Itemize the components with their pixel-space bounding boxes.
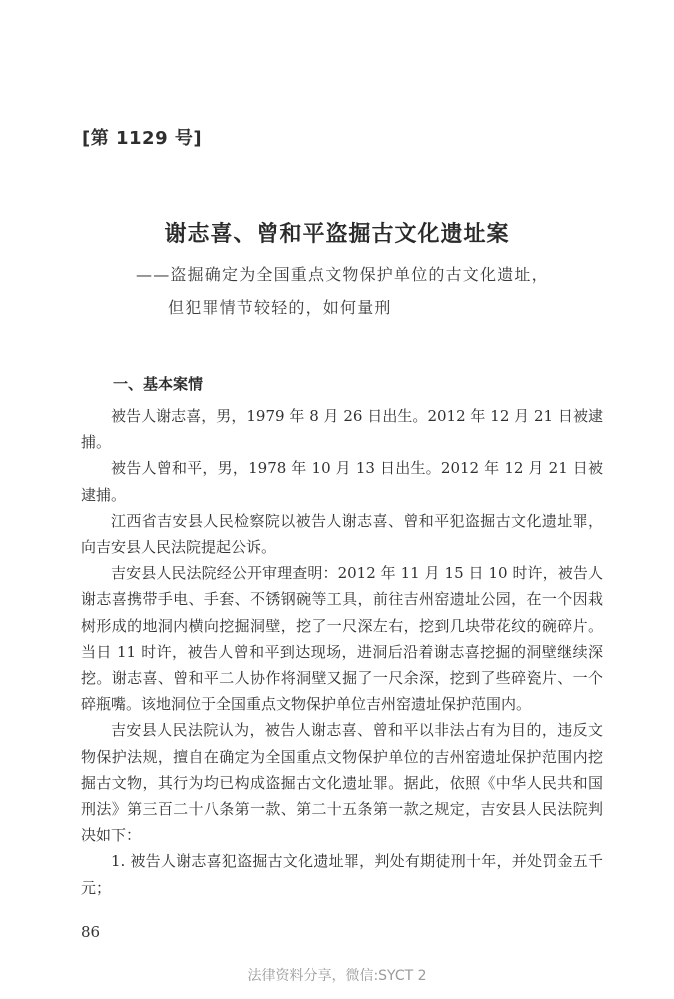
paragraph-court-opinion: 吉安县人民法院认为，被告人谢志喜、曾和平以非法占有为目的，违反文物保护法规，擅自在确定为全国重点文物保护单位的吉州窑遗址保护范围内挖掘古文物，其行为均已构成盗掘古文化遗址罪。据此，依照《中华人民共和国刑法》第三百二十八条第一款、第二十五条第一款之规定，吉安县人民法院判决如下： (81, 721, 603, 845)
case-number: [第 1129 号] (82, 128, 203, 149)
paragraph-defendant-zeng: 被告人曾和平，男，1978 年 10 月 13 日出生。2012 年 12 月 21 日被逮捕。 (81, 459, 603, 504)
section-heading: 一、基本案情 (113, 375, 204, 393)
page-number: 86 (81, 923, 101, 941)
paragraph-prosecution: 江西省吉安县人民检察院以被告人谢志喜、曾和平犯盗掘古文化遗址罪，向吉安县人民法院提起公诉。 (81, 511, 603, 557)
watermark: 法律资料分享，微信:SYCT 2 (247, 968, 427, 984)
paragraph-defendant-xie: 被告人谢志喜，男，1979 年 8 月 26 日出生。2012 年 12 月 21 日被逮捕。 (81, 407, 603, 452)
subtitle-line-1: ——盗掘确定为全国重点文物保护单位的古文化遗址， (136, 265, 549, 284)
subtitle-line-2: 但犯罪情节较轻的，如何量刑 (168, 298, 392, 317)
paragraph-judgment-item-1: 1. 被告人谢志喜犯盗掘古文化遗址罪，判处有期徒刑十年，并处罚金五千元； (81, 852, 603, 897)
paragraph-trial-findings: 吉安县人民法院经公开审理查明：2012 年 11 月 15 日 10 时许，被告人谢志喜携带手电、手套、不锈钢碗等工具，前往吉州窑遗址公园，在一个因栽树形成的地洞内横向挖掘洞壁，挖了一尺深左右，挖到几块带花纹的碗碎片。当日 11 时许，被告人曾和平到达现场，进洞后沿着谢志喜挖掘的洞壁继续深挖。谢志喜、曾和平二人协作将洞壁又掘了一尺余深，挖到了些碎瓷片、一个碎瓶嘴。该地洞位于全国重点文物保护单位吉州窑遗址保护范围内。 (81, 564, 603, 714)
case-body (81, 403, 603, 901)
case-title: 谢志喜、曾和平盗掘古文化遗址案 (164, 221, 510, 247)
